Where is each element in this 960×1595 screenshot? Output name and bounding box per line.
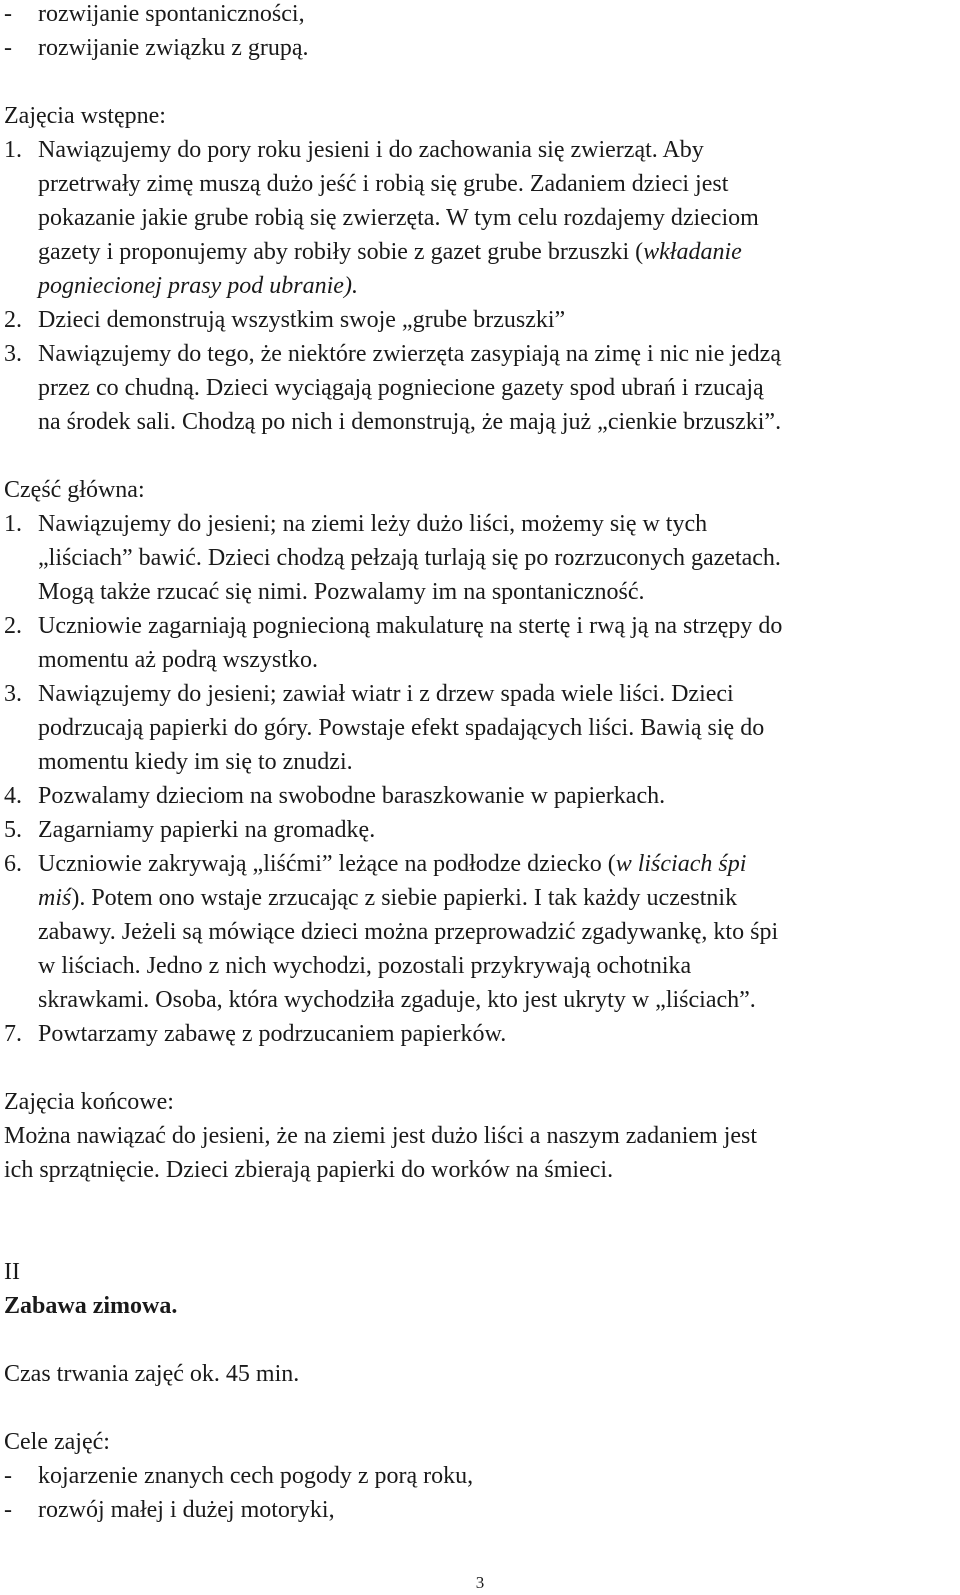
section-heading-zajecia-wstepne: Zajęcia wstępne: bbox=[4, 103, 166, 129]
bullet-item: - rozwój małej i dużej motoryki, bbox=[4, 1497, 335, 1523]
numbered-item: 4. Pozwalamy dzieciom na swobodne baraszkowanie w papierkach. bbox=[4, 783, 666, 809]
section-heading-czesc-glowna: Część główna: bbox=[4, 477, 145, 503]
goals-heading: Cele zajęć: bbox=[4, 1429, 110, 1455]
bullet-item: - rozwijanie związku z grupą. bbox=[4, 35, 309, 61]
bullet-item: - rozwijanie spontaniczności, bbox=[4, 1, 305, 27]
numbered-item: 3. Nawiązujemy do tego, że niektóre zwierzęta zasypiają na zimę i nic nie jedzą przez co chudną. Dzieci wyciągają pogniecione gazety spod ubrań i rzucają na środek sali. Chodzą po nich i demonstrują, że mają już „cienkie brzuszki”. bbox=[4, 341, 782, 435]
numbered-item: 6. Uczniowie zakrywają „liśćmi” leżące na podłodze dziecko (w liściach śpi miś). Potem ono wstaje zrzucając z siebie papierki. I tak każdy uczestnik zabawy. Jeżeli są mówiące dzieci można przeprowadzić zgadywankę, kto śpi w liściach. Jedno z nich wychodzi, pozostali przykrywają ochotnika skrawkami. Osoba, która wychodziła zgaduje, kto jest ukryty w „liściach”. bbox=[4, 851, 779, 1013]
numbered-item: 3. Nawiązujemy do jesieni; zawiał wiatr i z drzew spada wiele liści. Dzieci podrzucają papierki do góry. Powstaje efekt spadających liści. Bawią się do momentu kiedy im się to znudzi. bbox=[4, 681, 765, 775]
bullet-item: - kojarzenie znanych cech pogody z porą roku, bbox=[4, 1463, 474, 1489]
numbered-item: 1. Nawiązujemy do jesieni; na ziemi leży dużo liści, możemy się w tych „liściach” bawić. Dzieci chodzą pełzają turlają się po rozrzuconych gazetach. Mogą także rzucać się nimi. Pozwalamy im na spontaniczność. bbox=[4, 511, 781, 605]
paragraph-line: Można nawiązać do jesieni, że na ziemi jest dużo liści a naszym zadaniem jest bbox=[4, 1123, 758, 1149]
duration-text: Czas trwania zajęć ok. 45 min. bbox=[4, 1361, 300, 1387]
section-roman-numeral: II bbox=[4, 1259, 20, 1285]
numbered-item: 5. Zagarniamy papierki na gromadkę. bbox=[4, 817, 376, 843]
numbered-item: 7. Powtarzamy zabawę z podrzucaniem papierków. bbox=[4, 1021, 507, 1047]
paragraph-line: ich sprzątnięcie. Dzieci zbierają papierki do worków na śmieci. bbox=[4, 1157, 614, 1183]
page-number: 3 bbox=[475, 1573, 485, 1592]
document-page bbox=[4, 0, 944, 1527]
section-title: Zabawa zimowa. bbox=[4, 1293, 178, 1319]
section-heading-zajecia-koncowe: Zajęcia końcowe: bbox=[4, 1089, 174, 1115]
numbered-item: 2. Dzieci demonstrują wszystkim swoje „grube brzuszki” bbox=[4, 307, 566, 333]
numbered-item: 1. Nawiązujemy do pory roku jesieni i do zachowania się zwierząt. Aby przetrwały zimę muszą dużo jeść i robią się grube. Zadaniem dzieci jest pokazanie jakie grube robią się zwierzęta. W tym celu rozdajemy dzieciom gazety i proponujemy aby robiły sobie z gazet grube brzuszki (wkładanie pogniecionej prasy pod ubranie). bbox=[4, 137, 759, 299]
numbered-item: 2. Uczniowie zagarniają pogniecioną makulaturę na stertę i rwą ją na strzępy do momentu aż podrą wszystko. bbox=[4, 613, 783, 673]
